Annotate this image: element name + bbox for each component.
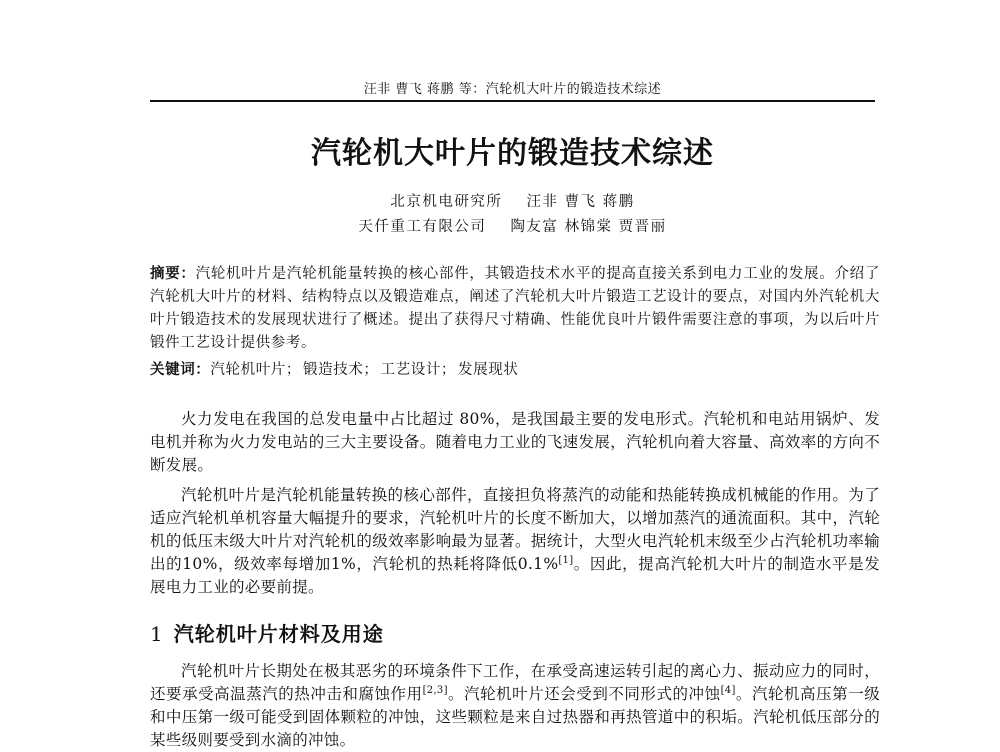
citation-ref: [1] — [558, 554, 574, 566]
affiliation-org: 北京机电研究所 — [390, 194, 503, 210]
keyword: 工艺设计； — [380, 362, 457, 378]
affiliation-authors: 陶友富 林锦棠 贾晋丽 — [510, 219, 667, 235]
abstract-label: 摘要： — [150, 265, 196, 282]
affiliation-org: 天仟重工有限公司 — [358, 219, 487, 235]
body-paragraph-2 — [150, 484, 880, 599]
body-paragraph-3 — [150, 660, 880, 752]
paragraph-text: 汽轮机叶片是汽轮机能量转换的核心部件，直接担负将蒸汽的动能和热能转换成机械能的作用。为了适应汽轮机单机容量大幅提升的要求，汽轮机叶片的长度不断加大，以增加蒸汽的通流面积。其中，汽轮机的低压末级大叶片对汽轮机的级效率影响最为显著。据统计，大型火电汽轮机末级至少占汽轮机功率输出的10%，级效率每增加1%，汽轮机的热耗将降低0.1% — [150, 486, 880, 573]
citation-ref: [2,3] — [422, 684, 448, 696]
section-title: 汽轮机叶片材料及用途 — [173, 622, 384, 646]
keyword: 汽轮机叶片； — [210, 362, 302, 378]
section-number: 1 — [150, 622, 164, 646]
running-header: 汪非 曹飞 蒋鹏 等：汽轮机大叶片的锻造技术综述 — [363, 82, 662, 97]
section-heading — [150, 618, 880, 647]
paragraph-text: 。汽轮机高压第一级和中压第一级可能受到固体颗粒的冲蚀，这些颗粒是来自过热器和再热管道中的积垢。汽轮机低压部分的某些级则要受到水滴的冲蚀。 — [150, 685, 880, 749]
paragraph-text: 汽轮机叶片长期处在极其恶劣的环境条件下工作，在承受高速运转引起的离心力、振动应力的同时，还要承受高温蒸汽的热冲击和腐蚀作用 — [150, 662, 880, 703]
abstract-text: 汽轮机叶片是汽轮机能量转换的核心部件，其锻造技术水平的提高直接关系到电力工业的发展。介绍了汽轮机大叶片的材料、结构特点以及锻造难点，阐述了汽轮机大叶片锻造工艺设计的要点，对国内外汽轮机大叶片锻造技术的发展现状进行了概述。提出了获得尺寸精确、性能优良叶片锻件需要注意的事项，为以后叶片锻件工艺设计提供参考。 — [150, 266, 880, 351]
affiliation-line-2 — [150, 215, 875, 236]
keyword: 发展现状 — [458, 362, 519, 378]
keywords — [150, 358, 880, 382]
header-rule — [150, 100, 875, 102]
citation-ref: [4] — [720, 684, 736, 696]
affiliation-line-1 — [150, 190, 875, 211]
abstract — [150, 262, 880, 355]
keyword: 锻造技术； — [303, 362, 379, 378]
paragraph-text: 。汽轮机叶片还会受到不同形式的冲蚀 — [447, 685, 721, 703]
paragraph-text: 。因此，提高汽轮机大叶片的制造水平是发展电力工业的必要前提。 — [150, 555, 880, 596]
body-paragraph-1: 火力发电在我国的总发电量中占比超过 80%，是我国最主要的发电形式。汽轮机和电站用锅炉、发电机并称为火力发电站的三大主要设备。随着电力工业的飞速发展，汽轮机向着大容量、高效率的方向不断发展。 — [150, 410, 880, 474]
keywords-label: 关键词： — [150, 361, 211, 378]
affiliation-authors: 汪非 曹飞 蒋鹏 — [526, 194, 635, 210]
paper-title: 汽轮机大叶片的锻造技术综述 — [311, 136, 714, 171]
